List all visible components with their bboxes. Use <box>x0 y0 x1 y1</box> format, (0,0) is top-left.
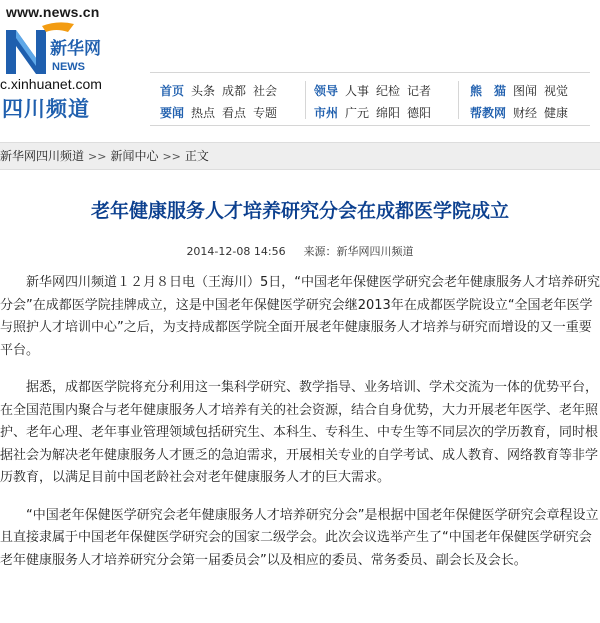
breadcrumb-current: 正文 <box>184 149 209 163</box>
nav-item-panda[interactable]: 熊 猫 <box>470 84 507 98</box>
breadcrumb-news-center[interactable]: 新闻中心 <box>110 149 159 163</box>
nav-item-home[interactable]: 首页 <box>160 84 185 98</box>
nav-item-deyang[interactable]: 德阳 <box>407 106 432 120</box>
nav-item-chengdu[interactable]: 成都 <box>222 84 247 98</box>
nav-divider <box>458 81 459 119</box>
breadcrumb-channel[interactable]: 新华网四川频道 <box>0 149 85 163</box>
xinhua-logo[interactable] <box>2 20 114 78</box>
nav-item-news[interactable]: 要闻 <box>160 106 185 120</box>
nav-item-discipline[interactable]: 纪检 <box>376 84 401 98</box>
nav-item-topics[interactable]: 专题 <box>253 106 278 120</box>
breadcrumb <box>0 142 600 170</box>
breadcrumb-separator-icon: >> <box>162 150 181 163</box>
channel-title[interactable]: 四川频道 <box>2 97 90 121</box>
article-paragraph: “中国老年保健医学研究会老年健康服务人才培养研究分会”是根据中国老年保健医学研究会章程设立且直接隶属于中国老年保健医学研究会的国家二级学会。此次会议选举产生了“中国老年保健医学研究会老年健康服务人才培养研究分会第一届委员会”以及相应的委员、常务委员、副会长及会长。 <box>0 507 599 568</box>
nav-group-main <box>160 79 284 123</box>
xinhua-url[interactable]: c.xinhuanet.com <box>0 76 102 92</box>
nav-item-spotlight[interactable]: 看点 <box>222 106 247 120</box>
nav-divider <box>305 81 306 119</box>
article-paragraph: 新华网四川频道１２月８日电（王海川）5日，“中国老年保健医学研究会老年健康服务人才培养研究分会”在成都医学院挂牌成立，这是中国老年保健医学研究会继2013年在成都医学院设立“全国老年医学与照护人才培训中心”之后，为支持成都医学院全面开展老年健康服务人才培养与研究而增设的又一重要平台。 <box>0 275 600 358</box>
nav-group-region <box>314 79 438 123</box>
nav-item-society[interactable]: 社会 <box>253 84 278 98</box>
article-paragraph: 据悉，成都医学院将充分利用这一集科学研究、教学指导、业务培训、学术交流为一体的优势平台，在全国范围内聚合与老年健康服务人才培养有关的社会资源，结合自身优势，大力开展老年医学、老年照护、老年心理、老年事业管理领域包括研究生、本科生、专科生、中专生等不同层次的学历教育，同时根据社会为解决老年健康服务人才匮乏的急迫需求，开展相关专业的自学考试、成人教育、网络教育等非学历教育，以满足目前中国老龄社会对老年健康服务人才的巨大需求。 <box>0 380 599 485</box>
top-nav <box>150 72 590 126</box>
nav-item-finance[interactable]: 财经 <box>513 106 538 120</box>
article-meta <box>0 243 600 259</box>
site-url[interactable]: www.news.cn <box>6 4 100 20</box>
nav-item-photo-news[interactable]: 图闻 <box>513 84 538 98</box>
nav-item-health[interactable]: 健康 <box>544 106 569 120</box>
nav-group-features <box>470 79 575 123</box>
nav-item-guangyuan[interactable]: 广元 <box>345 106 370 120</box>
nav-item-leaders[interactable]: 领导 <box>314 84 339 98</box>
nav-item-visual[interactable]: 视觉 <box>544 84 569 98</box>
site-header <box>0 0 600 128</box>
svg-text:NEWS: NEWS <box>52 61 85 73</box>
nav-item-cities[interactable]: 市州 <box>314 106 339 120</box>
nav-item-bangjiao[interactable]: 帮教网 <box>470 106 507 120</box>
nav-item-mianyang[interactable]: 绵阳 <box>376 106 401 120</box>
article-title: 老年健康服务人才培养研究分会在成都医学院成立 <box>90 200 509 222</box>
nav-item-hot[interactable]: 热点 <box>191 106 216 120</box>
breadcrumb-separator-icon: >> <box>88 150 107 163</box>
nav-item-reporters[interactable]: 记者 <box>407 84 432 98</box>
article-date: 2014-12-08 14:56 <box>186 245 286 258</box>
article-body <box>0 272 600 587</box>
nav-item-headlines[interactable]: 头条 <box>191 84 216 98</box>
logo-text: 新华网 <box>50 39 101 59</box>
article-source: 来源：新华网四川频道 <box>303 245 414 258</box>
nav-item-personnel[interactable]: 人事 <box>345 84 370 98</box>
